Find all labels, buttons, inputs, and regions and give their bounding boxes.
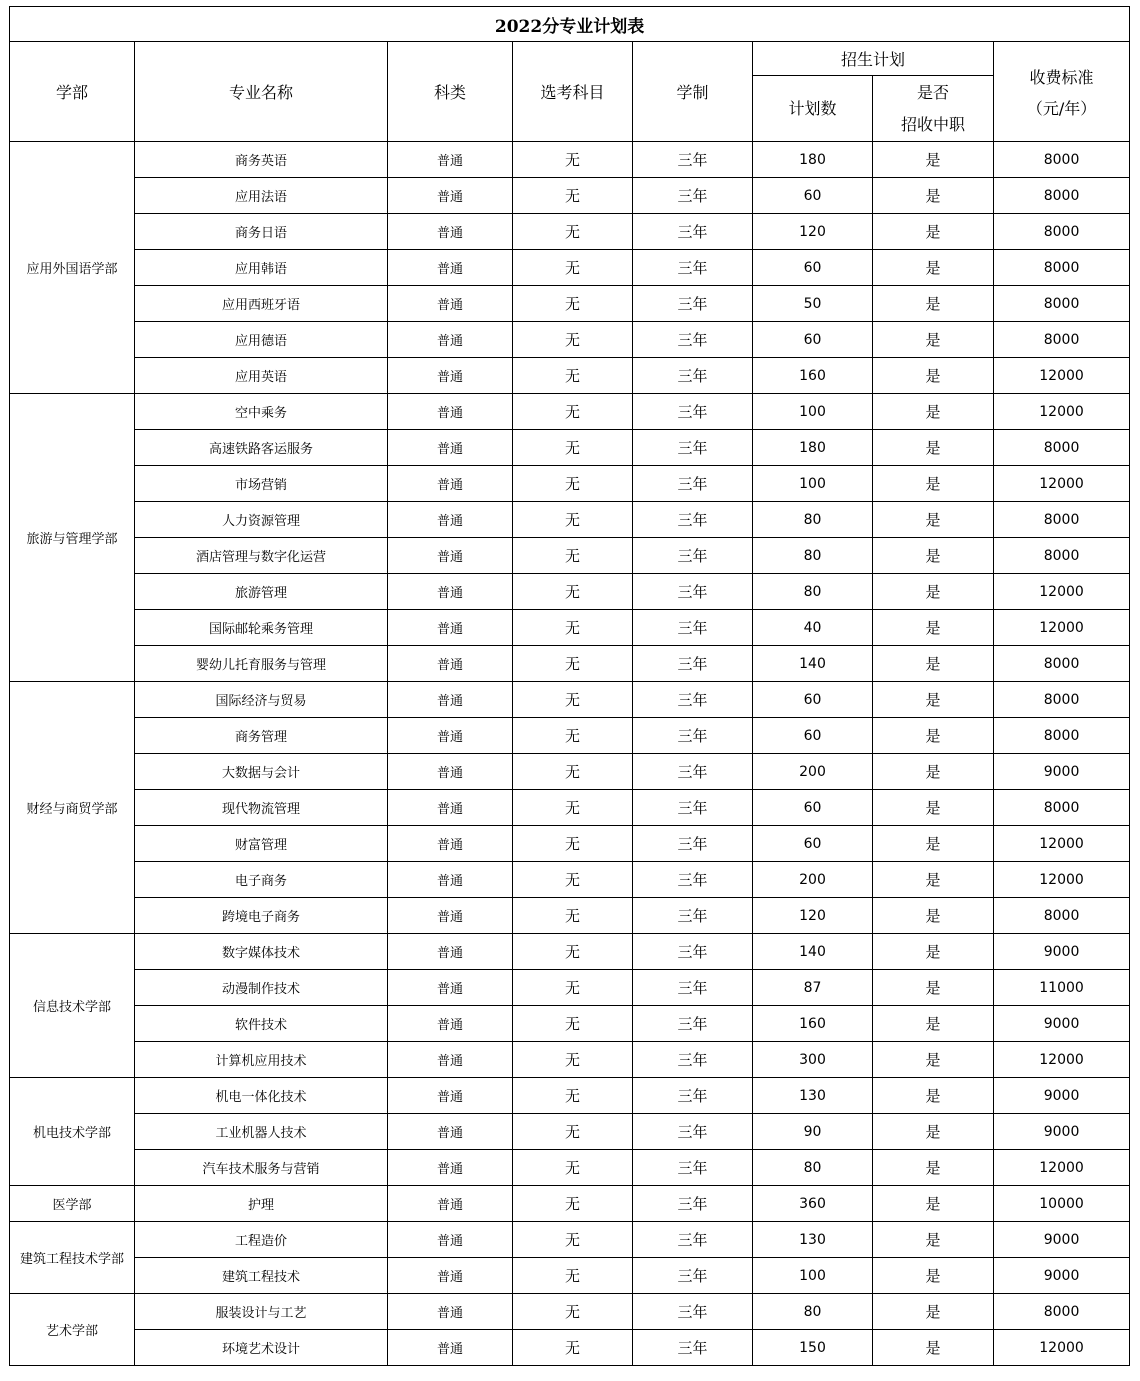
fee-cell: 8000 bbox=[994, 142, 1130, 178]
table-row bbox=[10, 1078, 1130, 1114]
header-subject: 选考科目 bbox=[513, 42, 633, 142]
category-cell: 普通 bbox=[388, 538, 513, 574]
fee-cell: 12000 bbox=[994, 1150, 1130, 1186]
major-name: 商务英语 bbox=[135, 142, 388, 178]
duration-cell: 三年 bbox=[633, 358, 753, 394]
major-name: 工程造价 bbox=[135, 1222, 388, 1258]
duration-cell: 三年 bbox=[633, 1042, 753, 1078]
table-row bbox=[10, 790, 1130, 826]
vocational-cell: 是 bbox=[873, 1150, 994, 1186]
vocational-cell: 是 bbox=[873, 1042, 994, 1078]
department-name: 医学部 bbox=[10, 1186, 135, 1222]
subject-cell: 无 bbox=[513, 790, 633, 826]
category-cell: 普通 bbox=[388, 862, 513, 898]
header-fee-line1: 收费标准 bbox=[1029, 67, 1094, 87]
major-name: 工业机器人技术 bbox=[135, 1114, 388, 1150]
vocational-cell: 是 bbox=[873, 646, 994, 682]
table-row bbox=[10, 970, 1130, 1006]
fee-cell: 8000 bbox=[994, 214, 1130, 250]
table-row bbox=[10, 1258, 1130, 1294]
duration-cell: 三年 bbox=[633, 970, 753, 1006]
subject-cell: 无 bbox=[513, 1078, 633, 1114]
category-cell: 普通 bbox=[388, 502, 513, 538]
vocational-cell: 是 bbox=[873, 718, 994, 754]
category-cell: 普通 bbox=[388, 466, 513, 502]
duration-cell: 三年 bbox=[633, 754, 753, 790]
duration-cell: 三年 bbox=[633, 502, 753, 538]
category-cell: 普通 bbox=[388, 394, 513, 430]
plan-count-cell: 130 bbox=[753, 1222, 873, 1258]
table-row bbox=[10, 178, 1130, 214]
category-cell: 普通 bbox=[388, 1006, 513, 1042]
fee-cell: 9000 bbox=[994, 1258, 1130, 1294]
department-name: 机电技术学部 bbox=[10, 1078, 135, 1186]
department-name: 建筑工程技术学部 bbox=[10, 1222, 135, 1294]
table-row bbox=[10, 322, 1130, 358]
subject-cell: 无 bbox=[513, 1006, 633, 1042]
subject-cell: 无 bbox=[513, 358, 633, 394]
duration-cell: 三年 bbox=[633, 646, 753, 682]
fee-cell: 9000 bbox=[994, 934, 1130, 970]
fee-cell: 12000 bbox=[994, 862, 1130, 898]
vocational-cell: 是 bbox=[873, 430, 994, 466]
fee-cell: 12000 bbox=[994, 394, 1130, 430]
header-category: 科类 bbox=[388, 42, 513, 142]
vocational-cell: 是 bbox=[873, 1258, 994, 1294]
category-cell: 普通 bbox=[388, 142, 513, 178]
major-name: 人力资源管理 bbox=[135, 502, 388, 538]
table-row bbox=[10, 1042, 1130, 1078]
vocational-cell: 是 bbox=[873, 214, 994, 250]
duration-cell: 三年 bbox=[633, 250, 753, 286]
plan-count-cell: 60 bbox=[753, 718, 873, 754]
plan-count-cell: 200 bbox=[753, 862, 873, 898]
plan-count-cell: 150 bbox=[753, 1330, 873, 1366]
table-row bbox=[10, 250, 1130, 286]
major-name: 机电一体化技术 bbox=[135, 1078, 388, 1114]
subject-cell: 无 bbox=[513, 1042, 633, 1078]
table-row bbox=[10, 718, 1130, 754]
fee-cell: 9000 bbox=[994, 1222, 1130, 1258]
category-cell: 普通 bbox=[388, 1042, 513, 1078]
header-fee-line2: （元/年） bbox=[1026, 98, 1097, 118]
category-cell: 普通 bbox=[388, 250, 513, 286]
duration-cell: 三年 bbox=[633, 610, 753, 646]
subject-cell: 无 bbox=[513, 610, 633, 646]
subject-cell: 无 bbox=[513, 718, 633, 754]
major-name: 旅游管理 bbox=[135, 574, 388, 610]
fee-cell: 12000 bbox=[994, 574, 1130, 610]
table-row bbox=[10, 574, 1130, 610]
major-name: 商务管理 bbox=[135, 718, 388, 754]
duration-cell: 三年 bbox=[633, 178, 753, 214]
vocational-cell: 是 bbox=[873, 934, 994, 970]
vocational-cell: 是 bbox=[873, 250, 994, 286]
vocational-cell: 是 bbox=[873, 286, 994, 322]
plan-count-cell: 140 bbox=[753, 646, 873, 682]
major-name: 国际经济与贸易 bbox=[135, 682, 388, 718]
fee-cell: 10000 bbox=[994, 1186, 1130, 1222]
category-cell: 普通 bbox=[388, 826, 513, 862]
major-name: 软件技术 bbox=[135, 1006, 388, 1042]
duration-cell: 三年 bbox=[633, 898, 753, 934]
plan-count-cell: 100 bbox=[753, 1258, 873, 1294]
vocational-cell: 是 bbox=[873, 358, 994, 394]
plan-count-cell: 60 bbox=[753, 682, 873, 718]
category-cell: 普通 bbox=[388, 214, 513, 250]
subject-cell: 无 bbox=[513, 214, 633, 250]
vocational-cell: 是 bbox=[873, 1222, 994, 1258]
plan-count-cell: 60 bbox=[753, 322, 873, 358]
fee-cell: 11000 bbox=[994, 970, 1130, 1006]
duration-cell: 三年 bbox=[633, 826, 753, 862]
fee-cell: 12000 bbox=[994, 1330, 1130, 1366]
category-cell: 普通 bbox=[388, 430, 513, 466]
duration-cell: 三年 bbox=[633, 1006, 753, 1042]
major-name: 护理 bbox=[135, 1186, 388, 1222]
vocational-cell: 是 bbox=[873, 322, 994, 358]
subject-cell: 无 bbox=[513, 1114, 633, 1150]
subject-cell: 无 bbox=[513, 754, 633, 790]
duration-cell: 三年 bbox=[633, 286, 753, 322]
fee-cell: 9000 bbox=[994, 1114, 1130, 1150]
fee-cell: 8000 bbox=[994, 1294, 1130, 1330]
major-name: 跨境电子商务 bbox=[135, 898, 388, 934]
category-cell: 普通 bbox=[388, 1222, 513, 1258]
subject-cell: 无 bbox=[513, 1258, 633, 1294]
duration-cell: 三年 bbox=[633, 1330, 753, 1366]
vocational-cell: 是 bbox=[873, 574, 994, 610]
fee-cell: 8000 bbox=[994, 322, 1130, 358]
major-name: 空中乘务 bbox=[135, 394, 388, 430]
duration-cell: 三年 bbox=[633, 934, 753, 970]
vocational-cell: 是 bbox=[873, 862, 994, 898]
major-name: 环境艺术设计 bbox=[135, 1330, 388, 1366]
vocational-cell: 是 bbox=[873, 394, 994, 430]
plan-count-cell: 160 bbox=[753, 358, 873, 394]
major-name: 应用韩语 bbox=[135, 250, 388, 286]
vocational-cell: 是 bbox=[873, 142, 994, 178]
subject-cell: 无 bbox=[513, 1294, 633, 1330]
subject-cell: 无 bbox=[513, 1186, 633, 1222]
category-cell: 普通 bbox=[388, 934, 513, 970]
category-cell: 普通 bbox=[388, 1330, 513, 1366]
fee-cell: 8000 bbox=[994, 790, 1130, 826]
duration-cell: 三年 bbox=[633, 538, 753, 574]
fee-cell: 12000 bbox=[994, 826, 1130, 862]
major-name: 服装设计与工艺 bbox=[135, 1294, 388, 1330]
category-cell: 普通 bbox=[388, 1294, 513, 1330]
department-name: 艺术学部 bbox=[10, 1294, 135, 1366]
plan-count-cell: 90 bbox=[753, 1114, 873, 1150]
duration-cell: 三年 bbox=[633, 394, 753, 430]
category-cell: 普通 bbox=[388, 574, 513, 610]
vocational-cell: 是 bbox=[873, 754, 994, 790]
department-name: 应用外国语学部 bbox=[10, 142, 135, 394]
plan-count-cell: 360 bbox=[753, 1186, 873, 1222]
department-name: 信息技术学部 bbox=[10, 934, 135, 1078]
major-name: 应用英语 bbox=[135, 358, 388, 394]
duration-cell: 三年 bbox=[633, 1078, 753, 1114]
major-name: 现代物流管理 bbox=[135, 790, 388, 826]
vocational-cell: 是 bbox=[873, 1186, 994, 1222]
category-cell: 普通 bbox=[388, 718, 513, 754]
duration-cell: 三年 bbox=[633, 1258, 753, 1294]
vocational-cell: 是 bbox=[873, 790, 994, 826]
subject-cell: 无 bbox=[513, 1222, 633, 1258]
fee-cell: 8000 bbox=[994, 286, 1130, 322]
major-name: 应用西班牙语 bbox=[135, 286, 388, 322]
subject-cell: 无 bbox=[513, 466, 633, 502]
major-name: 高速铁路客运服务 bbox=[135, 430, 388, 466]
fee-cell: 12000 bbox=[994, 610, 1130, 646]
table-row bbox=[10, 646, 1130, 682]
vocational-cell: 是 bbox=[873, 1006, 994, 1042]
fee-cell: 8000 bbox=[994, 646, 1130, 682]
major-name: 动漫制作技术 bbox=[135, 970, 388, 1006]
vocational-cell: 是 bbox=[873, 538, 994, 574]
subject-cell: 无 bbox=[513, 682, 633, 718]
vocational-cell: 是 bbox=[873, 970, 994, 1006]
table-row bbox=[10, 466, 1130, 502]
vocational-cell: 是 bbox=[873, 610, 994, 646]
fee-cell: 12000 bbox=[994, 1042, 1130, 1078]
category-cell: 普通 bbox=[388, 898, 513, 934]
vocational-cell: 是 bbox=[873, 898, 994, 934]
duration-cell: 三年 bbox=[633, 142, 753, 178]
plan-count-cell: 180 bbox=[753, 430, 873, 466]
plan-count-cell: 160 bbox=[753, 1006, 873, 1042]
fee-cell: 12000 bbox=[994, 358, 1130, 394]
subject-cell: 无 bbox=[513, 934, 633, 970]
subject-cell: 无 bbox=[513, 898, 633, 934]
major-name: 大数据与会计 bbox=[135, 754, 388, 790]
plan-count-cell: 80 bbox=[753, 538, 873, 574]
fee-cell: 12000 bbox=[994, 466, 1130, 502]
major-name: 应用德语 bbox=[135, 322, 388, 358]
department-name: 旅游与管理学部 bbox=[10, 394, 135, 682]
category-cell: 普通 bbox=[388, 790, 513, 826]
table-row bbox=[10, 538, 1130, 574]
category-cell: 普通 bbox=[388, 358, 513, 394]
header-fee bbox=[994, 42, 1130, 142]
header-dept: 学部 bbox=[10, 42, 135, 142]
fee-cell: 9000 bbox=[994, 1006, 1130, 1042]
subject-cell: 无 bbox=[513, 142, 633, 178]
plan-count-cell: 80 bbox=[753, 1294, 873, 1330]
major-name: 婴幼儿托育服务与管理 bbox=[135, 646, 388, 682]
vocational-cell: 是 bbox=[873, 466, 994, 502]
plan-count-cell: 100 bbox=[753, 394, 873, 430]
category-cell: 普通 bbox=[388, 322, 513, 358]
category-cell: 普通 bbox=[388, 970, 513, 1006]
header-vocational-line1: 是否 bbox=[916, 82, 949, 102]
subject-cell: 无 bbox=[513, 1330, 633, 1366]
table-row bbox=[10, 862, 1130, 898]
table-row bbox=[10, 142, 1130, 178]
table-row bbox=[10, 430, 1130, 466]
plan-count-cell: 87 bbox=[753, 970, 873, 1006]
plan-count-cell: 40 bbox=[753, 610, 873, 646]
subject-cell: 无 bbox=[513, 970, 633, 1006]
fee-cell: 9000 bbox=[994, 754, 1130, 790]
major-name: 汽车技术服务与营销 bbox=[135, 1150, 388, 1186]
subject-cell: 无 bbox=[513, 322, 633, 358]
table-row bbox=[10, 214, 1130, 250]
fee-cell: 9000 bbox=[994, 1078, 1130, 1114]
header-duration: 学制 bbox=[633, 42, 753, 142]
duration-cell: 三年 bbox=[633, 574, 753, 610]
plan-count-cell: 300 bbox=[753, 1042, 873, 1078]
subject-cell: 无 bbox=[513, 574, 633, 610]
major-name: 电子商务 bbox=[135, 862, 388, 898]
vocational-cell: 是 bbox=[873, 178, 994, 214]
fee-cell: 8000 bbox=[994, 178, 1130, 214]
table-row bbox=[10, 934, 1130, 970]
vocational-cell: 是 bbox=[873, 1330, 994, 1366]
major-name: 市场营销 bbox=[135, 466, 388, 502]
table-row bbox=[10, 898, 1130, 934]
category-cell: 普通 bbox=[388, 1078, 513, 1114]
plan-count-cell: 200 bbox=[753, 754, 873, 790]
table-row bbox=[10, 1294, 1130, 1330]
table-row bbox=[10, 502, 1130, 538]
major-name: 建筑工程技术 bbox=[135, 1258, 388, 1294]
duration-cell: 三年 bbox=[633, 1150, 753, 1186]
fee-cell: 8000 bbox=[994, 430, 1130, 466]
duration-cell: 三年 bbox=[633, 790, 753, 826]
table-row bbox=[10, 610, 1130, 646]
major-name: 应用法语 bbox=[135, 178, 388, 214]
vocational-cell: 是 bbox=[873, 826, 994, 862]
duration-cell: 三年 bbox=[633, 862, 753, 898]
table-row bbox=[10, 1222, 1130, 1258]
table-title: 2022分专业计划表 bbox=[10, 7, 1130, 42]
table-row bbox=[10, 1150, 1130, 1186]
major-name: 财富管理 bbox=[135, 826, 388, 862]
duration-cell: 三年 bbox=[633, 1114, 753, 1150]
plan-count-cell: 60 bbox=[753, 178, 873, 214]
header-vocational bbox=[873, 76, 994, 142]
plan-count-cell: 120 bbox=[753, 898, 873, 934]
duration-cell: 三年 bbox=[633, 718, 753, 754]
plan-count-cell: 130 bbox=[753, 1078, 873, 1114]
duration-cell: 三年 bbox=[633, 1186, 753, 1222]
plan-count-cell: 140 bbox=[753, 934, 873, 970]
category-cell: 普通 bbox=[388, 1186, 513, 1222]
table-row bbox=[10, 394, 1130, 430]
subject-cell: 无 bbox=[513, 178, 633, 214]
category-cell: 普通 bbox=[388, 754, 513, 790]
fee-cell: 8000 bbox=[994, 898, 1130, 934]
subject-cell: 无 bbox=[513, 826, 633, 862]
subject-cell: 无 bbox=[513, 538, 633, 574]
plan-count-cell: 180 bbox=[753, 142, 873, 178]
plan-count-cell: 80 bbox=[753, 574, 873, 610]
major-name: 数字媒体技术 bbox=[135, 934, 388, 970]
fee-cell: 8000 bbox=[994, 682, 1130, 718]
enrollment-plan-table bbox=[9, 6, 1130, 1366]
plan-count-cell: 60 bbox=[753, 250, 873, 286]
header-major: 专业名称 bbox=[135, 42, 388, 142]
subject-cell: 无 bbox=[513, 430, 633, 466]
subject-cell: 无 bbox=[513, 394, 633, 430]
duration-cell: 三年 bbox=[633, 1222, 753, 1258]
duration-cell: 三年 bbox=[633, 466, 753, 502]
table-row bbox=[10, 682, 1130, 718]
major-name: 商务日语 bbox=[135, 214, 388, 250]
duration-cell: 三年 bbox=[633, 430, 753, 466]
fee-cell: 8000 bbox=[994, 718, 1130, 754]
table-row bbox=[10, 286, 1130, 322]
fee-cell: 8000 bbox=[994, 250, 1130, 286]
plan-count-cell: 80 bbox=[753, 1150, 873, 1186]
table-body bbox=[10, 142, 1130, 1366]
plan-count-cell: 100 bbox=[753, 466, 873, 502]
table-row bbox=[10, 826, 1130, 862]
header-vocational-line2: 招收中职 bbox=[900, 114, 965, 134]
plan-count-cell: 60 bbox=[753, 790, 873, 826]
fee-cell: 8000 bbox=[994, 538, 1130, 574]
header-plan-group: 招生计划 bbox=[753, 42, 994, 76]
header-plan-count: 计划数 bbox=[753, 76, 873, 142]
subject-cell: 无 bbox=[513, 1150, 633, 1186]
category-cell: 普通 bbox=[388, 682, 513, 718]
table-row bbox=[10, 1186, 1130, 1222]
plan-count-cell: 50 bbox=[753, 286, 873, 322]
subject-cell: 无 bbox=[513, 862, 633, 898]
vocational-cell: 是 bbox=[873, 682, 994, 718]
category-cell: 普通 bbox=[388, 1258, 513, 1294]
major-name: 计算机应用技术 bbox=[135, 1042, 388, 1078]
category-cell: 普通 bbox=[388, 286, 513, 322]
category-cell: 普通 bbox=[388, 1150, 513, 1186]
fee-cell: 8000 bbox=[994, 502, 1130, 538]
plan-count-cell: 60 bbox=[753, 826, 873, 862]
duration-cell: 三年 bbox=[633, 682, 753, 718]
vocational-cell: 是 bbox=[873, 1078, 994, 1114]
subject-cell: 无 bbox=[513, 250, 633, 286]
category-cell: 普通 bbox=[388, 646, 513, 682]
category-cell: 普通 bbox=[388, 610, 513, 646]
duration-cell: 三年 bbox=[633, 1294, 753, 1330]
vocational-cell: 是 bbox=[873, 1114, 994, 1150]
plan-count-cell: 120 bbox=[753, 214, 873, 250]
plan-count-cell: 80 bbox=[753, 502, 873, 538]
major-name: 国际邮轮乘务管理 bbox=[135, 610, 388, 646]
table-row bbox=[10, 358, 1130, 394]
department-name: 财经与商贸学部 bbox=[10, 682, 135, 934]
subject-cell: 无 bbox=[513, 646, 633, 682]
duration-cell: 三年 bbox=[633, 322, 753, 358]
major-name: 酒店管理与数字化运营 bbox=[135, 538, 388, 574]
subject-cell: 无 bbox=[513, 286, 633, 322]
category-cell: 普通 bbox=[388, 1114, 513, 1150]
table-row bbox=[10, 1006, 1130, 1042]
table-row bbox=[10, 1330, 1130, 1366]
vocational-cell: 是 bbox=[873, 502, 994, 538]
subject-cell: 无 bbox=[513, 502, 633, 538]
vocational-cell: 是 bbox=[873, 1294, 994, 1330]
table-row bbox=[10, 1114, 1130, 1150]
duration-cell: 三年 bbox=[633, 214, 753, 250]
table-row bbox=[10, 754, 1130, 790]
category-cell: 普通 bbox=[388, 178, 513, 214]
